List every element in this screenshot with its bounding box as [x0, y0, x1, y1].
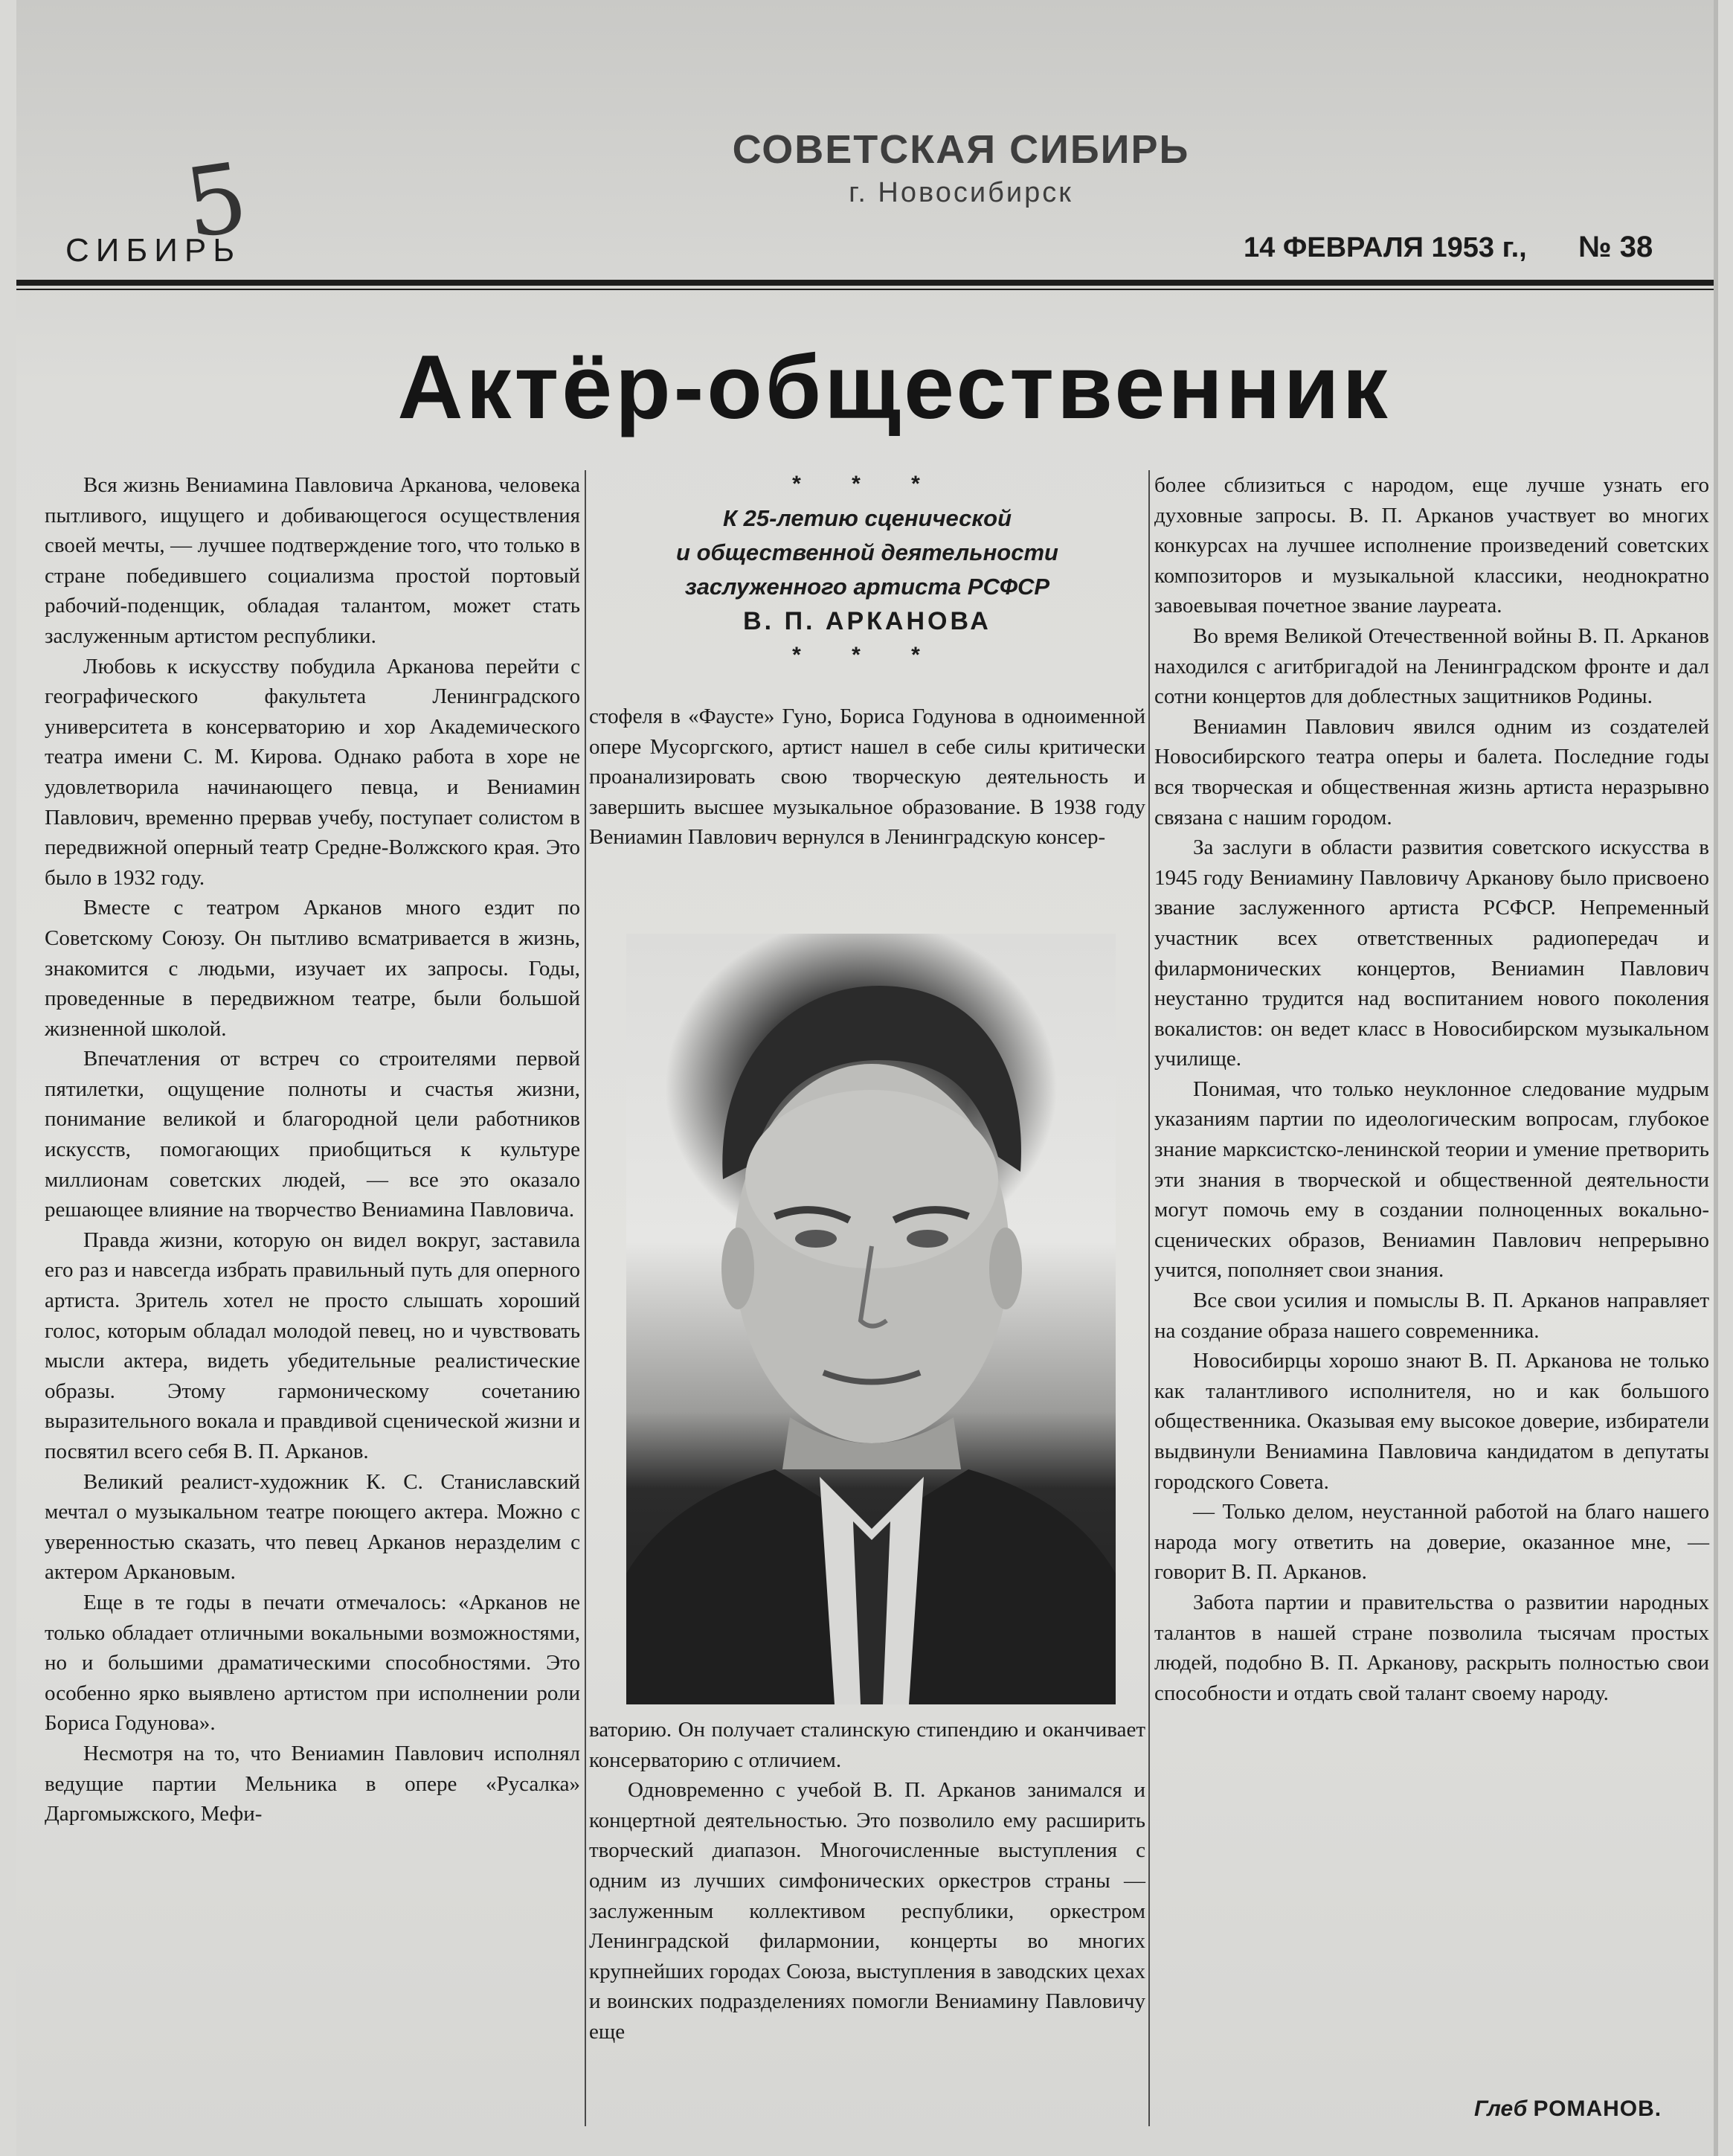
paragraph: Любовь к искусству побудила Арканова перейти с географического факультета Ленинградского университета в консерваторию и хор Академического театра имени С. М. Кирова. Однако работа в хоре не удовлетворила начинающего певца, и Вениамин Павлович, временно прервав учебу, поступает солистом в передвижной оперный театр Средне-Волжского края. Это было в 1932 году.: [45, 654, 580, 890]
kicker-line: заслуженного артиста РСФСР: [684, 574, 1050, 600]
masthead-name: СИБИРЬ: [65, 232, 242, 269]
article-column-2-top: [589, 702, 1145, 853]
article-headline: Актёр-общественник: [397, 336, 1391, 437]
paragraph: Еще в те годы в печати отмечалось: «Арканов не только обладает отличными вокальными возможностями, но и большими драматическими способностями. Это особенно ярко выявлено артистом при исполнении роли Бориса Годунова».: [45, 1590, 580, 1736]
library-stamp: [730, 126, 1192, 209]
handwritten-page-number: 5: [179, 142, 254, 260]
paragraph: Вся жизнь Вениамина Павловича Арканова, человека пытливого, ищущего и добивающегося осуществления своей мечты, — лучшее подтверждение того, что только в стране победившего социализма простой портовый рабочий-поденщик, обладая талантом, может стать заслуженным артистом республики.: [45, 473, 580, 648]
paragraph: ваторию. Он получает сталинскую стипендию и оканчивает консерваторию с отличием.: [589, 1718, 1145, 1772]
portrait-illustration: [626, 934, 1116, 1704]
article-column-3: [1154, 470, 1709, 1708]
article-kicker: [591, 467, 1144, 673]
kicker-line: и общественной деятельности: [676, 539, 1058, 565]
paragraph: Все свои усилия и помыслы В. П. Арканов направляет на создание образа нашего современника.: [1154, 1289, 1709, 1343]
masthead-rule: [16, 280, 1718, 286]
kicker-stars-top: * * *: [792, 472, 942, 496]
paragraph: Несмотря на то, что Вениамин Павлович исполнял ведущие партии Мельника в опере «Русалка» Даргомыжского, Мефи-: [45, 1741, 580, 1826]
issue-number: № 38: [1578, 231, 1653, 263]
paragraph: Новосибирцы хорошо знают В. П. Арканова не только как талантливого исполнителя, но и как большого общественника. Оказывая ему высокое доверие, избиратели выдвинули Вениамина Павловича кандидатом в депутаты городского Совета.: [1154, 1349, 1709, 1494]
paragraph: стофеля в «Фаусте» Гуно, Бориса Годунова в одноименной опере Мусоргского, артист нашел в себе силы критически проанализировать свою творческую деятельность и завершить высшее музыкальное образование. В 1938 году Вениамин Павлович вернулся в Ленинградскую консер-: [589, 705, 1145, 850]
article-column-2-bottom: [589, 1715, 1145, 2047]
author-last-name: РОМАНОВ.: [1533, 2096, 1662, 2121]
stamp-city: г. Новосибирск: [849, 177, 1073, 208]
paragraph: Понимая, что только неуклонное следование мудрым указаниям партии по идеологическим вопросам, глубокое знание марксистско-ленинской теории и умение претворить эти знания в творческой и общественной деятельности могут помочь ему в создании полноценных вокально-сценических образов, Вениамин Павлович непрерывно учится, пополняет свои знания.: [1154, 1077, 1709, 1283]
newspaper-clipping: [16, 0, 1718, 2156]
column-divider: [1148, 470, 1150, 2126]
paragraph: Во время Великой Отечественной войны В. П. Арканов находился с агитбригадой на Ленинградском фронте и дал сотни концертов для доблестных защитников Родины.: [1154, 623, 1709, 709]
paragraph: Правда жизни, которую он видел вокруг, заставила его раз и навсегда избрать правильный путь для оперного артиста. Зритель хотел не просто слышать хороший голос, которым обладал молодой певец, но и чувствовать мысли актера, видеть убедительные реалистические образы. Этому гармоническому сочетанию выразительного вокала и правдивой сценической жизни и посвятил всего себя В. П. Арканов.: [45, 1228, 580, 1463]
kicker-name: В. П. АРКАНОВА: [743, 607, 991, 635]
kicker-line: К 25-летию сценической: [722, 505, 1012, 531]
portrait-photo: [626, 934, 1116, 1704]
paragraph: Одновременно с учебой В. П. Арканов занимался и концертной деятельностью. Это позволило ему расширить творческий диапазон. Многочисленные выступления с одним из лучших симфонических оркестров страны — заслуженным коллективом республики, оркестром Ленинградской филармонии, концерты во многих крупнейших городах Союза, выступления в заводских цехах и воинских подразделениях помогли Вениамину Павловичу еще: [589, 1778, 1145, 2044]
article-column-1: [45, 470, 580, 1829]
paragraph: Впечатления от встреч со строителями первой пятилетки, ощущение полноты и счастья жизни, понимание великой и благородной цели работников искусств, помогающих приобщиться к культуре миллионам советских людей, — все это оказало решающее влияние на творчество Вениамина Павловича.: [45, 1047, 580, 1222]
paragraph: Забота партии и правительства о развитии народных талантов в нашей стране позволила тысячам простых людей, подобно В. П. Арканову, раскрыть полностью свои способности и отдать свой талант своему народу.: [1154, 1590, 1709, 1705]
paragraph: За заслуги в области развития советского искусства в 1945 году Вениамину Павловичу Арканову было присвоено звание заслуженного артиста РСФСР. Непременный участник всех ответственных радиопередач и филармонических концертов, Вениамин Павлович неустанно трудится над воспитанием нового поколения вокалистов: он ведет класс в Новосибирском музыкальном училище.: [1154, 835, 1709, 1071]
stamp-title: СОВЕТСКАЯ СИБИРЬ: [732, 127, 1190, 172]
column-divider: [585, 470, 586, 2126]
paragraph: более сблизиться с народом, еще лучше узнать его духовные запросы. В. П. Арканов участвует во многих конкурсах на лучшее исполнение произведений советских композиторов и музыкальной классики, неоднократно завоевывая почетное звание лауреата.: [1154, 473, 1709, 618]
paragraph: Великий реалист-художник К. С. Станиславский мечтал о музыкальном театре поющего актера. Можно с уверенностью сказать, что певец Арканов неразделим с актером Аркановым.: [45, 1469, 580, 1585]
paragraph: — Только делом, неустанной работой на благо нашего народа могу ответить на доверие, оказанное мне, — говорит В. П. Арканов.: [1154, 1500, 1709, 1585]
author-signature: [1474, 2096, 1662, 2122]
paper-edge: [1714, 0, 1718, 2156]
masthead-rule-thin: [16, 289, 1718, 290]
paragraph: Вениамин Павлович явился одним из создателей Новосибирского театра оперы и балета. Последние годы вся творческая и общественная жизнь артиста неразрывно связана с нашим городом.: [1154, 714, 1709, 830]
paragraph: Вместе с театром Арканов много ездит по Советскому Союзу. Он пытливо всматривается в жизнь, знакомится с людьми, изучает их запросы. Годы, проведенные в передвижном театре, были большой жизненной школой.: [45, 896, 580, 1041]
masthead-date: 14 ФЕВРАЛЯ 1953 г.,: [1244, 232, 1527, 263]
author-first-name: Глеб: [1474, 2096, 1528, 2121]
kicker-stars-bottom: * * *: [792, 643, 942, 667]
